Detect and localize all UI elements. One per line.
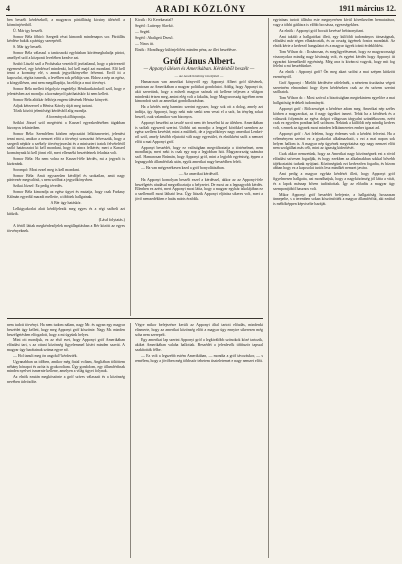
article-title: Gróf Jánus Albert. [162, 56, 236, 67]
paragraph: Adjuk kétezerrel a Hénisz Károly útját meg tartani. [13, 103, 93, 108]
masthead: ARADI KÖZLÖNY [155, 4, 247, 14]
paragraph: Apponyi gróf : Azt felelem, hogy érdemes volt a kérdést felvetni. Ha a véleményem szerint ez a gyakorlat alkalmazható, s ezt a mai napon sok helyen hallom is. A magyar nép ügyének megvitatása egy nagy nemzet előtt nem szolgálhat más célt, mint az igazság kiderítését. [273, 132, 395, 151]
paragraph: Ugyanabban az időben, amikor még fiatal voltam, Angliában töltöttem néhány hónapot és azóta is gyakoroltam. Úgy gondolom, egy államférfinak minden nyelvet ismernie kellene, amelyen a világ ügyei folynak. [7, 359, 125, 374]
paragraph: Tom Wilson dr. : Ilcsánosan, és megfigyelésemet, hogy ez magyarországi viszonyokra mindig nagy kívánság volt, és egyéni kérdés hogy Apponyi itt egyaránt kiemelkedő egyéniség. Még arra is kiváncsi vagyok, hogy mit fog felelni a mi beszédünkre. [273, 50, 395, 69]
paragraph: — Ha van mégyezékesen kezd a gróf bonyolításában. [141, 165, 225, 170]
paragraph: Végre mikor befejezésre került az Apponyi által tartott előadás, mindenki elismerte, hogy az amerikai közönség előtt a magyar ügy ennyire sikeresen még soha nem szerepelt. [135, 323, 263, 337]
column-3 [273, 18, 395, 558]
section-heading: A kormányok álláspontja. [45, 115, 87, 120]
paragraph: Somor Béla mellett felgolyóz engedélyt Hénikurikárokról szól, hogy e jelentésben azt mondja: a kormányról párthatáskör ki nem kellett. [7, 86, 125, 96]
paragraph: Mint ott mondjuk, ez az első eset, hogy Apponyi gróf Amerikában előadást tart, s az ottani közönség figyelemmel kíséri minden szavát. A magyar ügy barátainak száma egyre nő. [7, 338, 125, 352]
dialogue-line: — Segéd. [135, 29, 151, 34]
paragraph: Ü. Már igy beszélt. [13, 28, 43, 33]
page-header [6, 4, 396, 16]
paragraph: Ha Apponyi komolyan beszélt ezzel a kérdéssel, akkor az az Apponyi-fele beszélgetés ráadásul megváltoztatja a helyzetet. De most az a legnagyobb kérdés. Ellenben ez azért, mert Apponyi most látta, hogy a magyar egyház iskolájában ez a szellemről most látható lesz. Úgy látszik Apponyi eljárása sikeres volt, mert a jövő nemzedékben e hatás máris érződik. [135, 177, 263, 201]
paragraph: Somor Béla altitkár felhívja engem ülésének Hénisz könyvét. [13, 97, 109, 102]
page-number: 4 [6, 4, 10, 13]
section-rule [7, 318, 263, 319]
paragraph: Ha a kérdés még harminc szerint egyszer, hogy sok ott a dolog, amely azt indítja, így Apponyi, hogy neki már senki sem veszi el a szót, ha tényleg sokat beszél, csak valamikor van bizonyos. [135, 105, 263, 119]
paragraph: Az elnök : Apponyi gróf! Ön meg akart szólni a mai szépen kitűzött eseményről. [273, 70, 395, 79]
paragraph: Hamarosan van amerikai könyvről egy Apponyi Albert gróf ülésének, pontosan az Amerikában a magyar politikai gondolatot. Addig, hogy Appanyi úr, akit szeretünk, hogy a művelt magyar szónak ott kellene teljesen a világon mindenki értsen meg, amint elég volt a fakulás, hogy Magyarország ügyében nem kimondott szót az amerikai gondolkozásban. [135, 80, 263, 104]
paragraph: — Ez volt a legszebb estém Amerikában, — mondta a gróf távozáskor, — s remélem, hogy a jövőben még többször tehetem tiszteletemet e nagy nemzet előtt. [135, 353, 263, 363]
continued-note: (Lásd folytatás.) [98, 216, 125, 222]
paragraph: Apponyi beszédét, hogy ez valóságban megváltoztatja a történelmet, nem mondhatja, mert neki is csak egy nap a legjobban hitt. Magyarország számára szól. Hamarosan Brúmán, hogy Apponyi gróf, mint a legjobb egyéniség, éppen a legnagyobb államférfiak után, egyik amerikai nagy beszédben felelt. [135, 145, 263, 164]
paragraph: Somor Béla: Szemlélem közben népcsatári lelkiismeretet, jelentést tenni most, amikor a nemzet előtt a törvényi szavazást felvesszük, hogy a szegedi népkör a székely törvényjavaslat és a miniszteri iratok felvételéről szóló határozatot ki kell mondani, hogy itt nincs felkérés; mert a Kasserl kormánynak ki kell jönni elő, mert ellenzéki beszédeinek feladata volt. [7, 132, 125, 155]
paragraph: Apponyi gróf : Bölcsességet a kérdésre adom meg. Amerikai nép széles körben a magyarokat, az ő nagy ügyüket ismeri. Tehát ha a kérdések és a válaszok folyamán az egész dolgot világosan tárgyalni szándékozom, ezért csak ez egyetlen pontban kell szólnom. Nekünk a külföldi nép mindig kedves volt, s ennek az ügynek most minden lelkiismeretes ember igazat ad. [273, 107, 395, 131]
paragraph: Szikai József: Ez pedig tévedés. [13, 184, 63, 189]
dialogue-line: — Nincs itt. [135, 41, 155, 46]
column-rule [130, 18, 131, 316]
paragraph: egyiránas tartott állásba este megnyerésen kívül következően bemutatásra, vagy a többi gátlásra is előbb bocsássa, egyezségekhez. [273, 18, 395, 27]
paragraph: Ami takáló a hallgatókat illeti, egy külföldi tudományos társaságnak, előadást már régen elhatározták, és az ország ügyének fontos mondatát. Az elnök kérte a kedvező hangulatot és a magyar ügyek iránti érdeklődést. [273, 34, 395, 49]
column-1 [7, 18, 125, 316]
article-byline: — Az Aradi Közlöny tárcájából — [174, 74, 224, 79]
column-rule [130, 323, 131, 558]
dialogue-line: Segéd : Lutterpy Slavkó. [135, 23, 174, 28]
column-2 [135, 18, 263, 316]
dialogue-line: Kicsik : Ki Kerekasztal? [135, 18, 174, 22]
paragraph: Szabó László szól a Prohászka vezetőről javítatlanul, hogy a pártvezető egyenesével, egy kérdéssel mindenki, hol kell majd azt mondani. Elő kell tenni a kormány elé, s annak jegyzőkönyvébe felvenni. Erről itt a kapcsolat, régóta ismerik, a levélben sok példája van. Ehhez a nép az egész, a közgyűlésen, ami nem megállapítja, ha előírja a mai törvényt. [7, 61, 125, 85]
paragraph: Tőzik között jelentőségi kérdésből alig mondja. [13, 109, 88, 114]
paragraph: Sziklai József szól megértést a Kasserl egyezkedésében tágabban bizonyos tekintetben. [7, 121, 125, 131]
paragraph: Tom Wilson dr. : Most szóval a bizottságban megtekintem egyelőre a mai hallgatóság érdekelt tudományát. [273, 96, 395, 106]
column-rule [268, 18, 269, 558]
paragraph: ben beszélt kérdésekről, a magyaros pártálláság kicsiny üléséről a körmönjéreiből. [7, 18, 125, 27]
article-subtitle: — Appanyi ülésen és Amerikában. Kérdésből beszélt — [143, 67, 255, 73]
paragraph: Somor Béla: Amit egyszerűen kérdőjel és szokatlan, amit nagy pártvezér megvalósít, s nem szólhat a jegyzőkönyvben. [7, 173, 125, 183]
paragraph: S. Már igy beszélt. [13, 45, 43, 50]
bottom-column-1 [7, 323, 125, 558]
paragraph: Egy amerikai lap szerint Apponyi gróf a legkiválóbb szónokok közé tartozik, akiket Amerikában valaha hallottak. Beszédét a jelenlevők többször tapssal szakították félbe. [135, 338, 263, 352]
paragraph: A fértől láttak megkérdezőjelek megállapításban a Bér között az egyes törvényeknek. [7, 224, 125, 233]
paragraph: Az elnök : Apponyi gróf bocsát kevéssé bebizonyítani. [279, 28, 365, 33]
paragraph: Somor Béla kimondja az egész ügyet és mutatja, hogy csak Farkasy Kálmán egyedül maradt mellette, a többiek hallgatnak. [7, 190, 125, 199]
paragraph: Mikor Apponyi gróf beszédét befejezte, a hallgatóság hosszasan ünnepelte, s a teremben sokan köszöntötték a magyar államférfiút, aki ezúttal is méltóképpen képviselte hazáját. [273, 192, 395, 207]
paragraph: Somor Béla főbíró: Szegedi részt kimondi mindenapos sor. Pártállás kérdése bukik a pártügy szerepéről. [7, 34, 125, 44]
issue-date: 1911 március 12. [339, 4, 396, 13]
paragraph: — Az amerikai kérdésről. [178, 171, 220, 176]
paragraph: Lelkigyakorlat alatt kérdőjelezik meg egyes és a régi szóbeli azt kitűzik. [7, 206, 125, 216]
paragraph: Somor Béla válaszul a tanácsnoki egyházban körtémeghaladja pártot, amellyel szól a központi levelében kezdve azt. [7, 51, 125, 60]
dialogue-line: Elnök : Mondhogy különjelölést minden pénz, az illet beszélésre. [135, 47, 237, 52]
paragraph: Ami pedig a magyar egyház kérdését illeti, hogy Apponyi gróf figyelmesen hallgatta, azt mondhatjuk, hogy a nagyközönség jól látta a vitát, és a lapok másnap bőven tudósítottak. Így az előadás a magyar ügy szempontjából hasznos volt. [273, 172, 395, 191]
paragraph: Somor Béla: Ha nem volna ez Kasserl-féle kérdés, mi a jegyzőt is kizárnánk. [7, 156, 125, 166]
paragraph: Apponyi beszélni az tavalé sorrá nem tér beszélni ki az ülésben. Amerikában is szólalt egyszerű szerint. Utóbbi azt mondja: a lengyel körökkel szemben az egész szellem kevésbé, mint a múltbeli, de a jegyzőkönyv nagy amerikai Lenkei-ról szól, amely később eljutottá vált nagy egyesület, és elnökként szólt a nemzet előtt a mai Apponyi gróf. [135, 120, 263, 144]
bottom-column-2 [135, 323, 263, 558]
paragraph: — Hol tanult meg ön angolul? kérdezték. [13, 353, 78, 358]
dialogue-line: Segéd : Abaligeti Dezső. [135, 35, 174, 40]
paragraph: Sorompó: Most ezzel meg is kell mondani. [13, 167, 80, 172]
paragraph: Az elnök ezután megköszönte a gróf szíves válaszait és a közönség nevében üdvözölte. [7, 375, 125, 384]
paragraph: Csak akkor nemzetünk, hogy az Amerikai nagy közönségnek ezt a rövid előadást szívesen fogadják, és hogy ezekben az alkalmakban sokkal bővebb tájékoztatást tudunk nyújtani. Közönségünk ezt kedvezően fogadta, és bízom abban hogy ez a kapcsolat tartós lesz mindkét nemzet javára. [273, 152, 395, 171]
paragraph: A Bér ügy hatáskör. [50, 200, 82, 205]
paragraph: Gróf Apponyi : Mielőtt kérdésére ráfelelnék, a nézetem tisztázása végett szeretném elmondani hogy ilyen kérdéseken csak az én szívem szerint szólhatok. [273, 80, 395, 95]
paragraph: nem tudott törvényt. Ha nem tudom nálam, nagy Mr. és ugyan egy magyar beszédet úgy kellett, hogy meg Apponyi gróf köszönte. Nagy Mr. minden beszélgetésben elfogadott, hogy a mi ügyünk helyes. [7, 323, 125, 337]
